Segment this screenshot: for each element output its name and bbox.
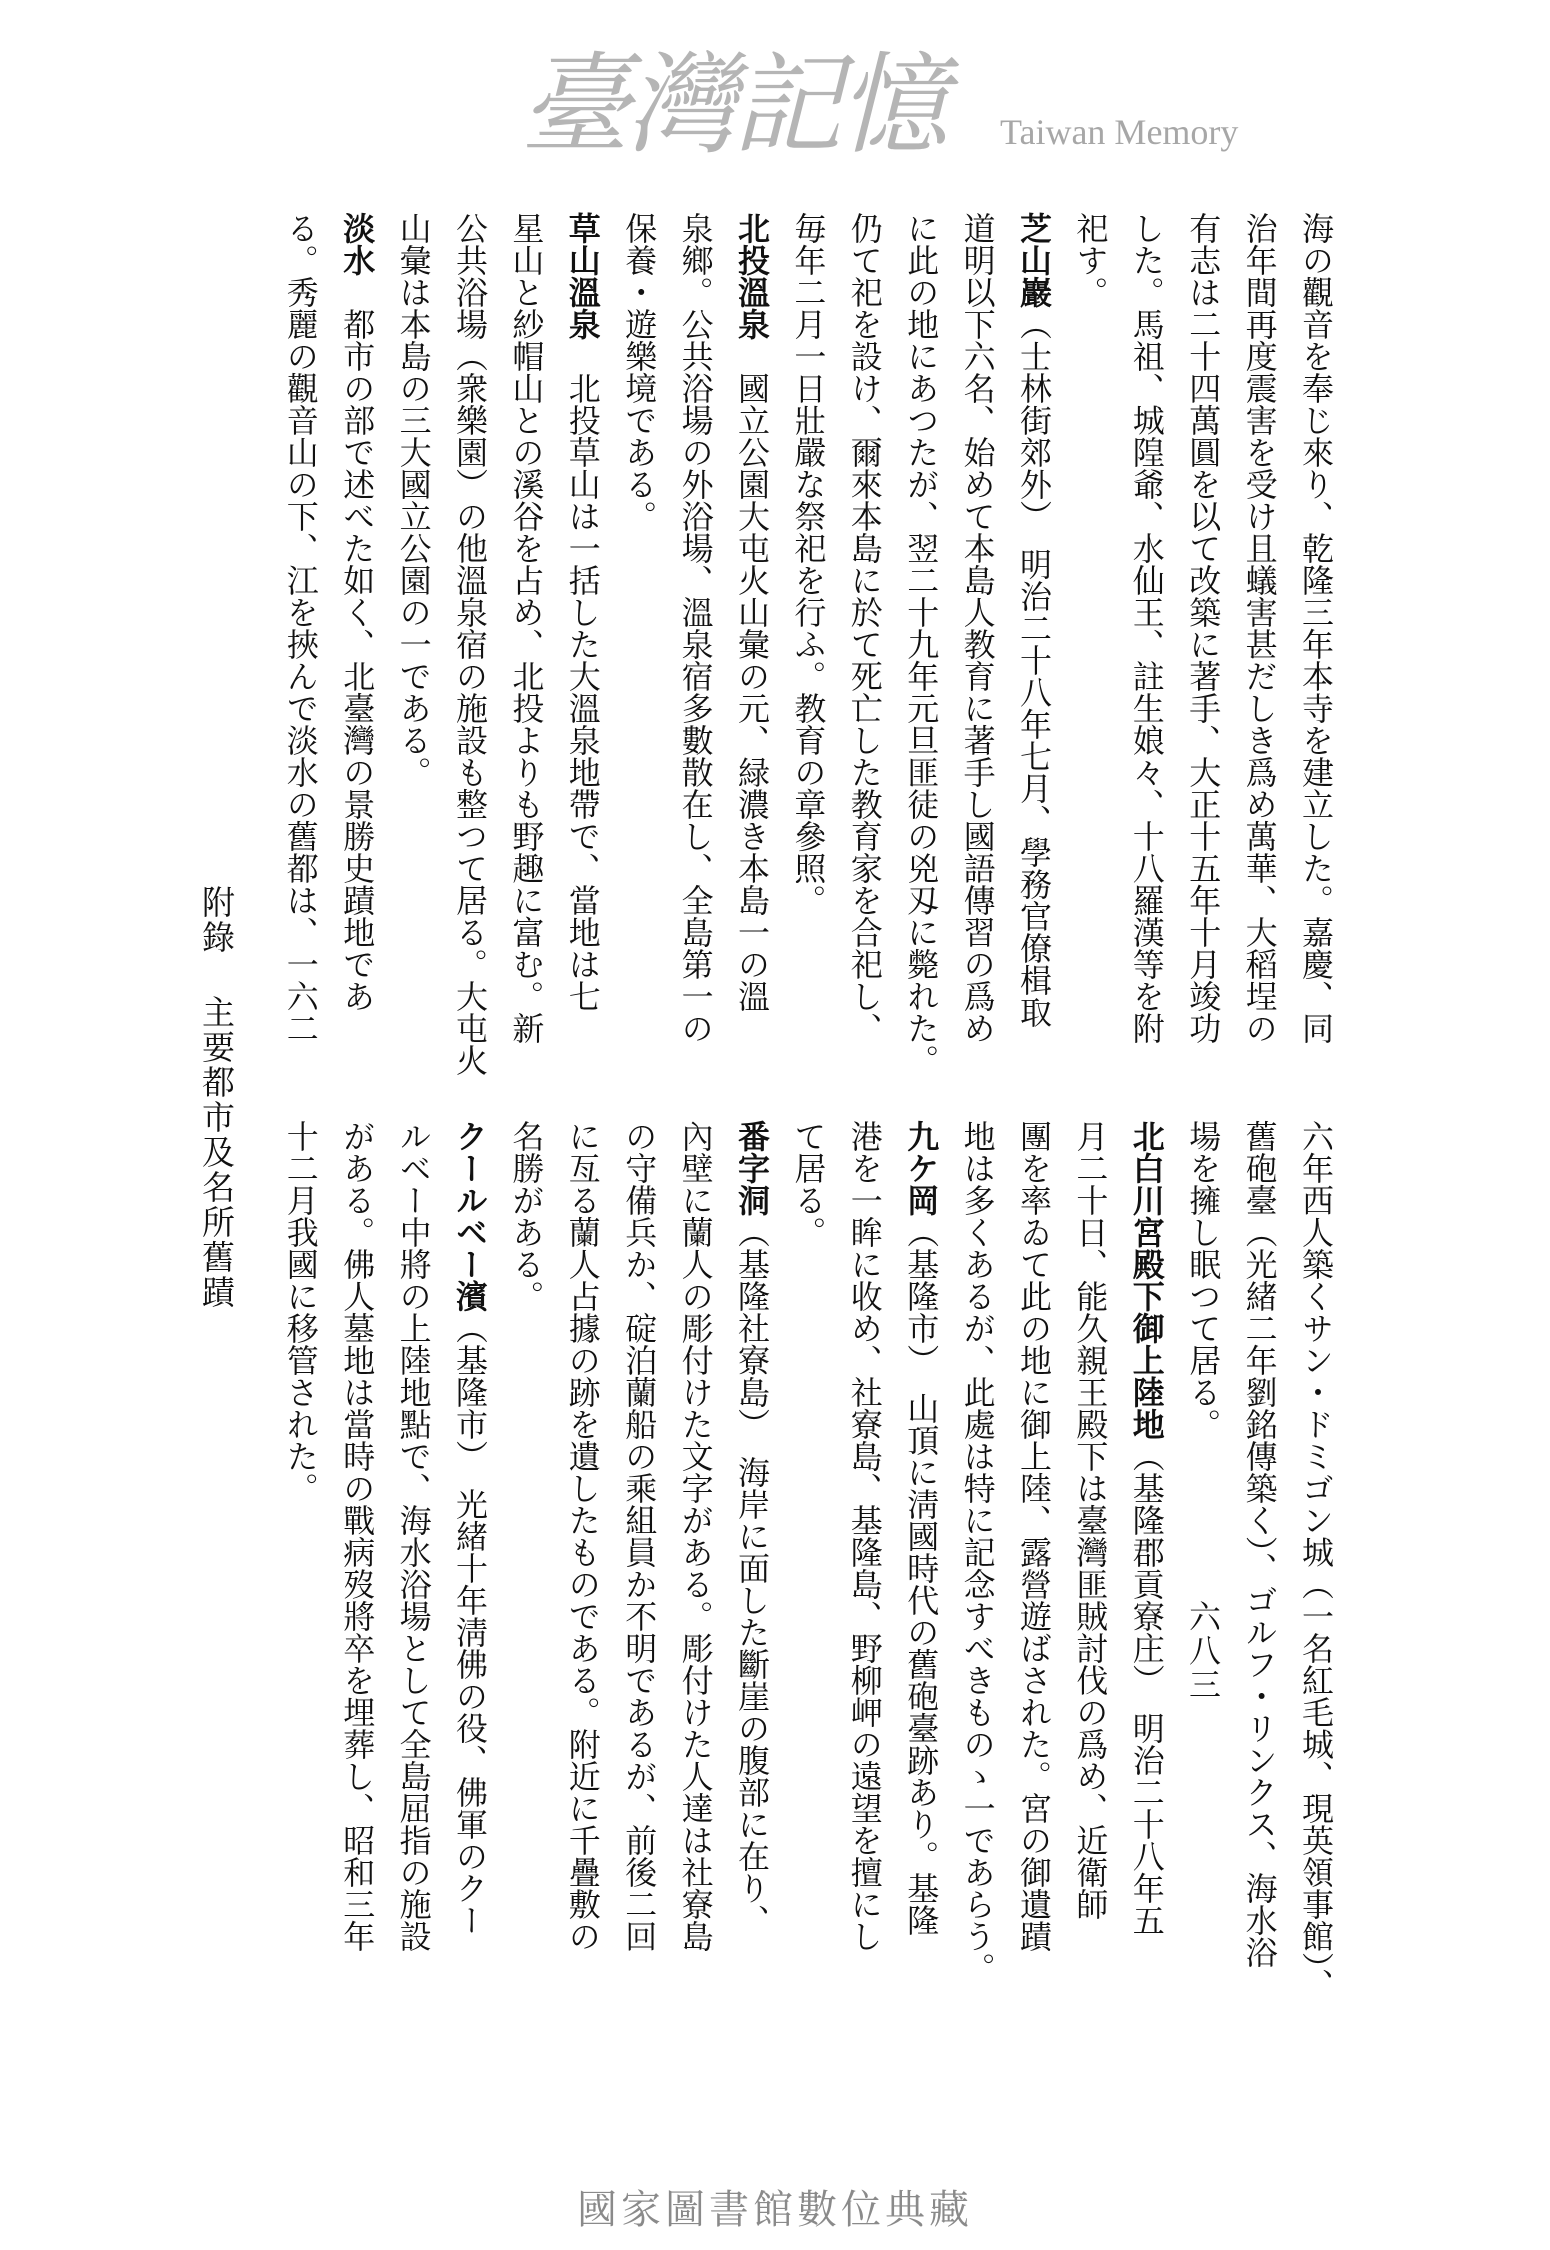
column-text: 山彙は本島の三大國立公園の一である。 (394, 212, 433, 788)
text-column (676, 1120, 716, 1952)
column-text: （基隆社寮島） 海岸に面した斷崖の腹部に在り、 (733, 1216, 771, 1936)
column-text: て居る。 (789, 1120, 828, 1248)
page-number: 六八三 (1184, 1600, 1222, 1702)
column-text: 有志は二十四萬圓を以て改築に著手、大正十五年十月竣功 (1184, 212, 1223, 1044)
text-column (1127, 212, 1167, 1044)
text-column (958, 1120, 998, 1984)
text-column (1014, 212, 1054, 1028)
text-column (1127, 1120, 1167, 1936)
entry-heading: 草山溫泉 (563, 212, 602, 340)
footer-credit: 國家圖書館數位典藏 (577, 2187, 973, 2233)
column-text: 名勝がある。 (507, 1120, 546, 1312)
column-text: 港を一眸に收め、社寮島、基隆島、野柳岬の遠望を擅にし (845, 1120, 884, 1952)
column-text: 六年西人築くサン・ドミゴン城（一名紅毛城、現英領事館）、 (1297, 1120, 1335, 2000)
column-text: 星山と紗帽山との溪谷を占め、北投よりも野趣に富む。新 (507, 212, 546, 1044)
column-text: 國立公園大屯火山彙の元、緑濃き本島一の溫 (733, 340, 771, 1012)
text-column (901, 1120, 941, 1936)
text-column (619, 1120, 659, 1952)
text-column (563, 212, 603, 1012)
text-column (1183, 212, 1223, 1044)
text-column (394, 1120, 434, 1952)
column-text: 月二十日、能久親王殿下は臺灣匪賊討伐の爲め、近衛師 (1071, 1120, 1110, 1920)
text-column (845, 1120, 885, 1952)
text-column (450, 1120, 490, 1936)
column-text: 道明以下六名、始めて本島人教育に著手し國語傳習の爲め (958, 212, 997, 1044)
column-text: ルベー中將の上陸地點で、海水浴場として全島屈指の施設 (394, 1120, 433, 1952)
watermark-subtext: Taiwan Memory (1000, 112, 1239, 152)
text-column (337, 1120, 377, 1952)
column-text: る。秀麗の觀音山の下、江を挾んで淡水の舊都は、一六二 (281, 212, 320, 1044)
column-text: した。馬祖、城隍爺、水仙王、註生娘々、十八羅漢等を附 (1127, 212, 1166, 1044)
header-section: 附錄 (197, 885, 236, 955)
column-text: 海の觀音を奉じ來り、乾隆三年本寺を建立した。嘉慶、同 (1297, 212, 1335, 1044)
text-column (450, 212, 490, 1076)
text-column (1296, 1120, 1336, 2000)
text-column (1240, 212, 1280, 1044)
column-text: 都市の部で述べた如く、北臺灣の景勝史蹟地であ (338, 276, 377, 1012)
column-text: （基隆市） 光緒十年淸佛の役、佛軍のクー (451, 1312, 489, 1936)
text-column (788, 1120, 828, 1248)
text-column (506, 1120, 546, 1312)
text-column (506, 212, 546, 1044)
column-text: 保養・遊樂境である。 (620, 212, 659, 532)
watermark-logo: 臺灣記憶 (520, 41, 944, 169)
entry-heading: 番字洞 (733, 1120, 771, 1216)
text-column (845, 212, 885, 1044)
text-column (1070, 212, 1110, 308)
header-title: 主要都市及名所舊蹟 (197, 995, 236, 1310)
text-column (1240, 1120, 1280, 1968)
text-column (1296, 212, 1336, 1044)
column-text: 地は多くあるが、此處は特に記念すべきものゝ一であらう。 (958, 1120, 997, 1984)
column-text: 公共浴場（衆樂園）の他溫泉宿の施設も整つて居る。大屯火 (451, 212, 489, 1076)
column-text: （基隆市） 山頂に淸國時代の舊砲臺跡あり。基隆 (902, 1216, 941, 1936)
entry-heading: 九ケ岡 (902, 1120, 941, 1216)
entry-heading: 北白川宮殿下御上陸地 (1127, 1120, 1166, 1440)
column-text: 泉鄉。公共浴場の外浴場、溫泉宿多數散在し、全島第一の (676, 212, 715, 1044)
entry-heading: 淡水 (338, 212, 377, 276)
column-text: がある。佛人墓地は當時の戰病歿將卒を埋葬し、昭和三年 (338, 1120, 377, 1952)
text-column (281, 1120, 321, 1504)
column-text: 內壁に蘭人の彫付けた文字がある。彫付けた人達は社寮島 (676, 1120, 715, 1952)
entry-heading: クールベー濱 (451, 1120, 489, 1312)
text-column (901, 212, 941, 1076)
column-text: に亙る蘭人占據の跡を遺したものである。附近に千疊敷の (563, 1120, 602, 1952)
column-text: 北投草山は一括した大溫泉地帶で、當地は七 (563, 340, 602, 1012)
text-column (281, 212, 321, 1044)
column-text: 舊砲臺（光緒二年劉銘傳築く）、ゴルフ・リンクス、海水浴 (1240, 1120, 1279, 1968)
column-text: 祀す。 (1071, 212, 1110, 308)
column-text: 團を率ゐて此の地に御上陸、露營遊ばされた。宮の御遺蹟 (1015, 1120, 1053, 1952)
text-column (788, 212, 828, 916)
column-text: 治年間再度震害を受け且蟻害甚だしき爲め萬華、大稻埕の (1240, 212, 1279, 1044)
text-column (958, 212, 998, 1044)
text-column (1070, 1120, 1110, 1920)
running-header (196, 885, 236, 1310)
text-column (337, 212, 377, 1012)
text-column (394, 212, 434, 788)
column-text: 十二月我國に移管された。 (281, 1120, 320, 1504)
column-text: （基隆郡貢寮庄） 明治二十八年五 (1127, 1440, 1166, 1936)
text-column (563, 1120, 603, 1952)
column-text: 毎年二月一日壯嚴な祭祀を行ふ。教育の章參照。 (789, 212, 828, 916)
column-text: の守備兵か、碇泊蘭船の乘組員か不明であるが、前後二回 (620, 1120, 659, 1952)
column-text: 仍て祀を設け、爾來本島に於て死亡した教育家を合祀し、 (845, 212, 884, 1044)
text-column (676, 212, 716, 1044)
entry-heading: 北投溫泉 (733, 212, 771, 340)
text-column (732, 1120, 772, 1936)
column-text: （士林街郊外） 明治二十八年七月、學務官僚楫取 (1015, 308, 1053, 1028)
text-column (1014, 1120, 1054, 1952)
text-column (619, 212, 659, 532)
column-text: に此の地にあつたが、翌二十九年元旦匪徒の兇刄に斃れた。 (902, 212, 941, 1076)
text-column (1183, 1120, 1223, 1440)
text-column (732, 212, 772, 1012)
column-text: 場を擁し眠つて居る。 (1184, 1120, 1223, 1440)
entry-heading: 芝山巖 (1015, 212, 1053, 308)
